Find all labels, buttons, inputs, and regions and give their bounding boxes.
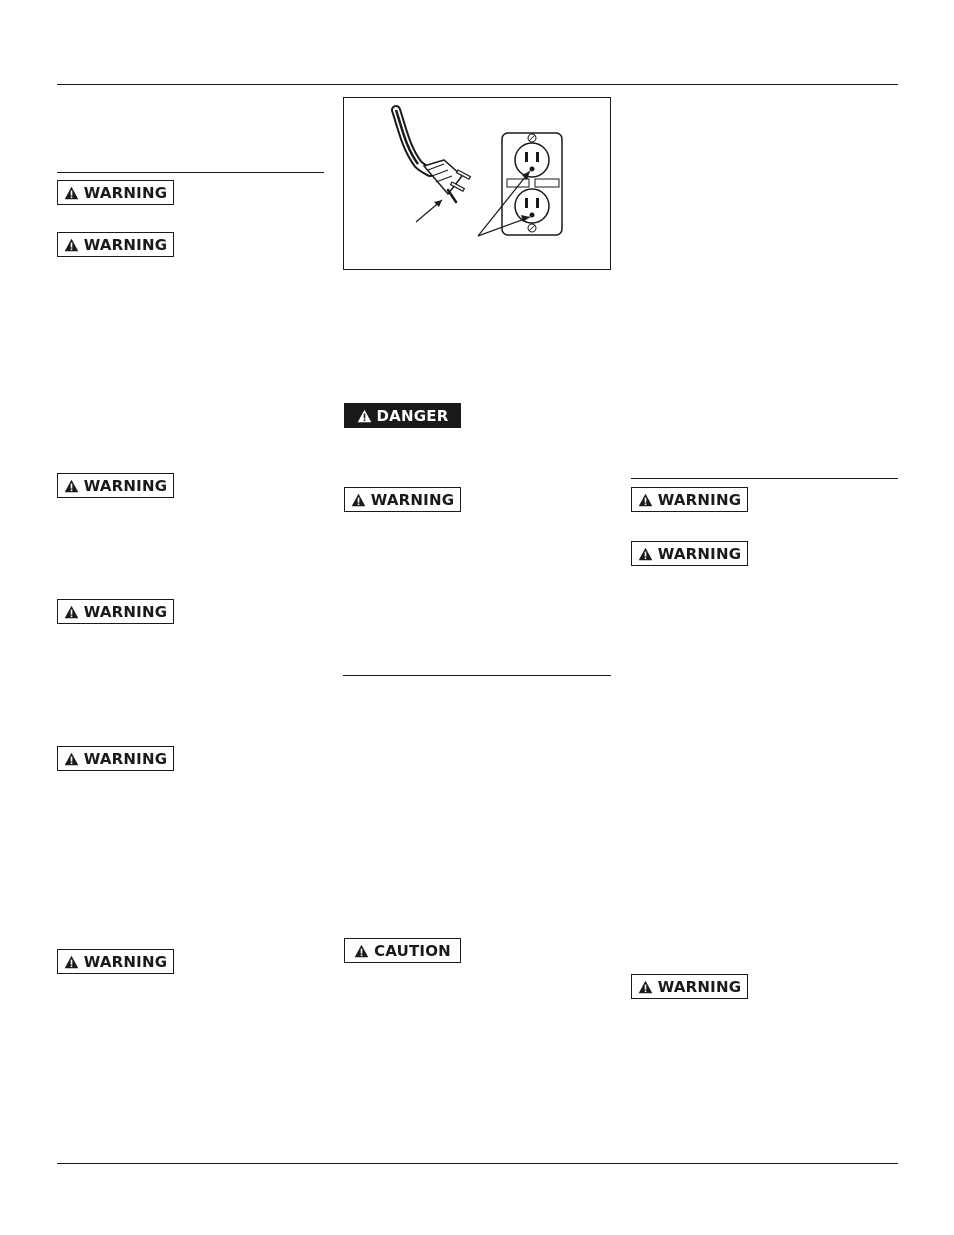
footer-rule bbox=[57, 1163, 898, 1164]
warning-label: WARNING bbox=[657, 977, 742, 996]
header-rule bbox=[57, 84, 898, 85]
danger-label: DANGER bbox=[376, 406, 449, 425]
warning-label: WARNING bbox=[83, 749, 168, 768]
danger-badge bbox=[344, 403, 461, 428]
warning-label: WARNING bbox=[83, 602, 168, 621]
warning-label: WARNING bbox=[657, 490, 742, 509]
warning-triangle-icon bbox=[64, 479, 79, 493]
warning-label: WARNING bbox=[83, 476, 168, 495]
warning-label: WARNING bbox=[657, 544, 742, 563]
warning-triangle-icon bbox=[354, 944, 369, 958]
warning-badge-5 bbox=[57, 746, 174, 771]
warning-triangle-icon bbox=[64, 186, 79, 200]
section-rule-right bbox=[631, 478, 898, 479]
warning-badge-4 bbox=[57, 599, 174, 624]
warning-triangle-icon bbox=[64, 955, 79, 969]
warning-badge-2 bbox=[57, 232, 174, 257]
warning-badge-7 bbox=[344, 487, 461, 512]
warning-badge-1 bbox=[57, 180, 174, 205]
grounding-plug-illustration bbox=[344, 98, 610, 269]
warning-triangle-icon bbox=[351, 493, 366, 507]
warning-triangle-icon bbox=[638, 980, 653, 994]
warning-badge-6 bbox=[57, 949, 174, 974]
warning-label: WARNING bbox=[370, 490, 455, 509]
warning-triangle-icon bbox=[64, 605, 79, 619]
warning-label: WARNING bbox=[83, 952, 168, 971]
warning-triangle-icon bbox=[64, 752, 79, 766]
caution-badge bbox=[344, 938, 461, 963]
warning-triangle-icon bbox=[638, 547, 653, 561]
section-rule-middle bbox=[343, 675, 611, 676]
warning-badge-9 bbox=[631, 541, 748, 566]
caution-label: CAUTION bbox=[374, 941, 451, 960]
warning-label: WARNING bbox=[83, 183, 168, 202]
section-rule-left bbox=[57, 172, 324, 173]
warning-badge-10 bbox=[631, 974, 748, 999]
warning-triangle-icon bbox=[64, 238, 79, 252]
plug-outlet-figure bbox=[343, 97, 611, 270]
warning-triangle-icon bbox=[638, 493, 653, 507]
warning-badge-3 bbox=[57, 473, 174, 498]
warning-label: WARNING bbox=[83, 235, 168, 254]
warning-triangle-icon bbox=[357, 409, 372, 423]
warning-badge-8 bbox=[631, 487, 748, 512]
